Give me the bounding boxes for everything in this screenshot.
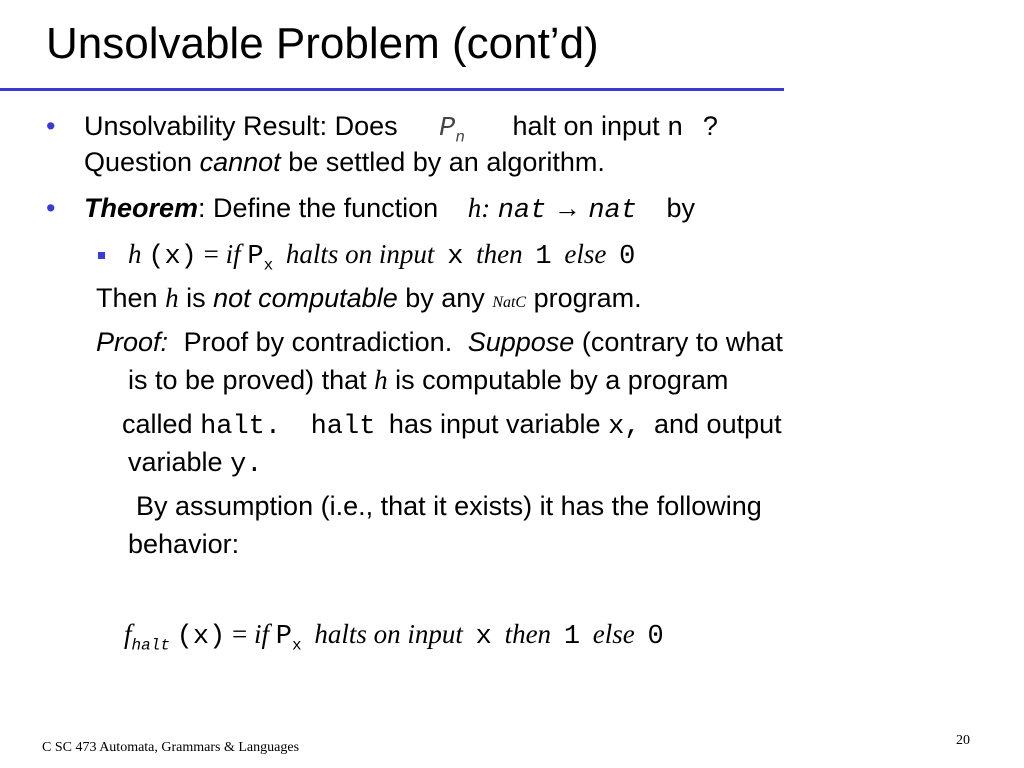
- h-definition: h (x) = if $P_x$ halts on input x then 1 else 0: [128, 239, 636, 275]
- proof-line-4: variable y.: [128, 447, 263, 480]
- square-bullet-icon: [98, 252, 105, 259]
- proof-line-5: By assumption (i.e., that it exists) it has the following: [136, 491, 762, 521]
- bullet-2-line: Theorem: Define the function h: nat → nat by: [84, 193, 696, 226]
- proof-line-3: called halt. halt has input variable x, and output: [122, 409, 782, 442]
- page-number: 20: [956, 733, 970, 748]
- fhalt-definition: $f_{halt}$ (x) = if $P_x$ halts on input x then 1 else 0: [124, 619, 664, 655]
- proof-line-6: behavior:: [128, 529, 240, 559]
- bullet-dot: •: [46, 111, 56, 141]
- slide-title: Unsolvable Problem (cont’d): [46, 19, 599, 68]
- title-rule: [0, 88, 784, 91]
- then-line: Then h is not computable by any NatC program.: [96, 283, 642, 313]
- proof-line-1: Proof: Proof by contradiction. Suppose (contrary to what: [96, 327, 783, 357]
- bullet-1-line-2: Question cannot be settled by an algorithm.: [84, 147, 605, 177]
- natc-label: NatC: [492, 294, 527, 311]
- footer-course: C SC 473 Automata, Grammars & Languages: [42, 740, 300, 755]
- bullet-1-line-1: Unsolvability Result: Does $P_n$ halt on input n ?: [84, 111, 718, 147]
- proof-line-2: is to be proved) that h is computable by a program: [128, 365, 729, 395]
- pn-symbol: $P_n$: [439, 114, 465, 147]
- px-symbol: $P_x$: [247, 242, 274, 275]
- bullet-dot: •: [46, 193, 56, 223]
- px-symbol: $P_x$: [275, 622, 302, 655]
